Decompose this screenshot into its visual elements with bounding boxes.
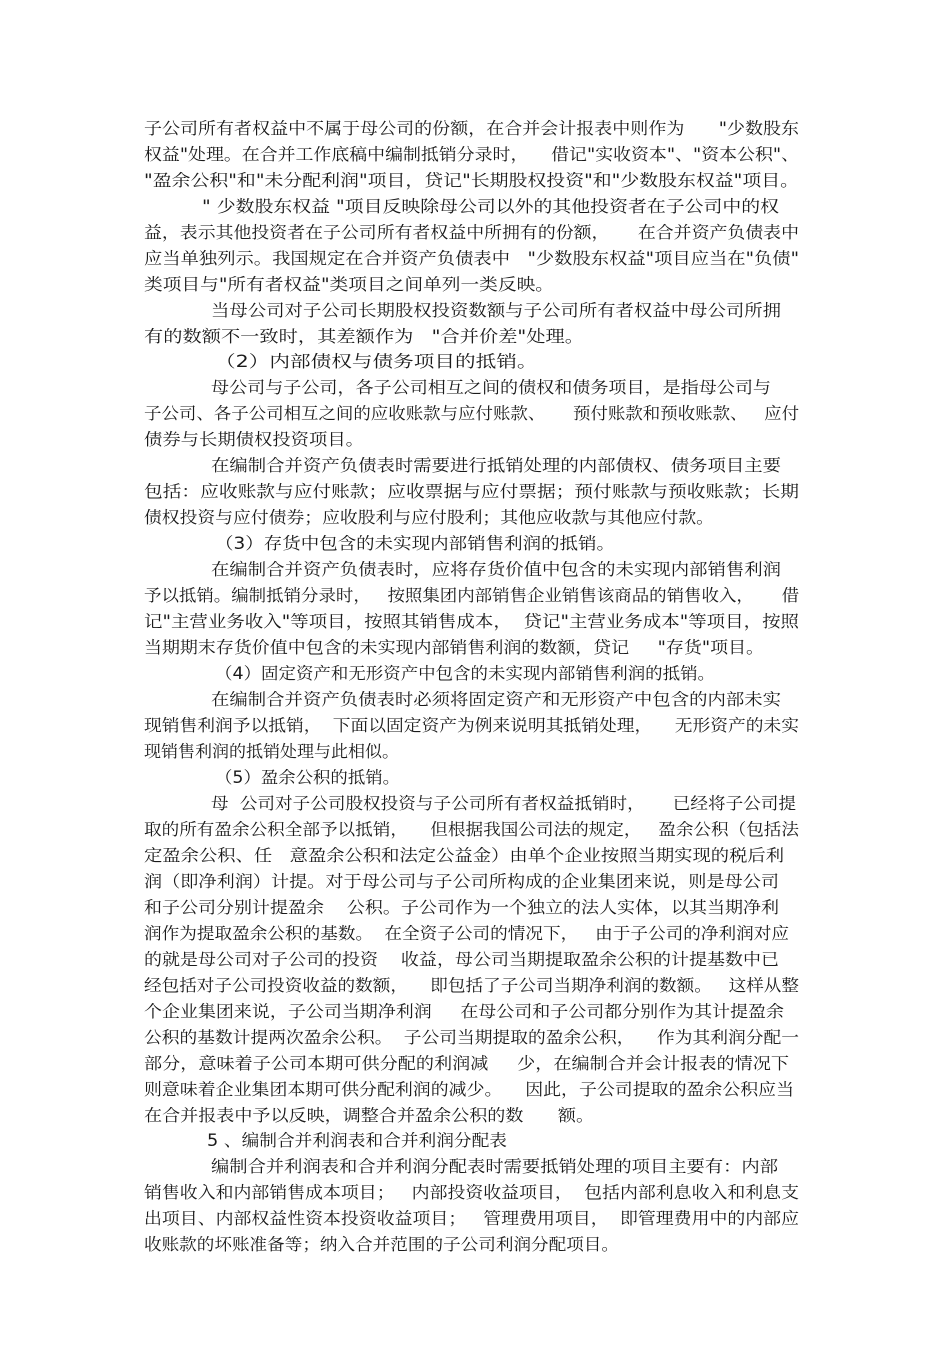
text-line: 经包括对子公司投资收益的数额， 即包括了子公司当期净利润的数额。 这样从整 [144, 976, 800, 995]
text-line: 应当单独列示。我国规定在合并资产负债表中 "少数股东权益"项目应当在"负债" [144, 249, 800, 268]
text-line: 权益"处理。在合并工作底稿中编制抵销分录时， 借记"实收资本"、"资本公积"、 [144, 145, 800, 164]
text-line: 记"主营业务收入"等项目，按照其销售成本， 贷记"主营业务成本"等项目，按照 [144, 612, 800, 631]
text-line: 在编制合并资产负债表时必须将固定资产和无形资产中包含的内部未实 [211, 690, 782, 709]
text-line: 的就是母公司对子公司的投资 收益，母公司当期提取盈余公积的计提基数中已 [144, 950, 780, 969]
text-line: 编制合并利润表和合并利润分配表时需要抵销处理的项目主要有：内部 [211, 1157, 778, 1176]
text-line: 在合并报表中予以反映，调整合并盈余公积的数 额。 [144, 1106, 595, 1125]
text-line: 母公司与子公司，各子公司相互之间的债权和债务项目，是指母公司与 [211, 378, 771, 397]
text-line: "盈余公积"和"未分配利润"项目，贷记"长期股权投资"和"少数股东权益"项目。 [144, 171, 800, 190]
text-line: 当母公司对子公司长期股权投资数额与子公司所有者权益中母公司所拥 [211, 301, 782, 320]
text-line: 债权投资与应付债券；应收股利与应付股利；其他应收款与其他应付款。 [144, 508, 714, 527]
text-line: 收账款的坏账准备等；纳入合并范围的子公司利润分配项目。 [144, 1235, 619, 1254]
text-line: 益，表示其他投资者在子公司所有者权益中所拥有的份额， 在合并资产负债表中 [144, 223, 799, 242]
text-line: 定盈余公积、任 意盈余公积和法定公益金）由单个企业按照当期实现的税后利 [144, 846, 785, 865]
text-line: 润作为提取盈余公积的基数。 在全资子公司的情况下， 由于子公司的净利润对应 [144, 924, 790, 943]
text-line: 在编制合并资产负债表时，应将存货价值中包含的未实现内部销售利润 [211, 560, 782, 579]
text-line: 母 公司对子公司股权投资与子公司所有者权益抵销时， 已经将子公司提 [211, 794, 797, 813]
text-line: 包括：应收账款与应付账款；应收票据与应付票据；预付账款与预收账款；长期 [144, 482, 800, 501]
text-line: 当期期末存货价值中包含的未实现内部销售利润的数额，贷记 "存货"项目。 [144, 638, 765, 657]
text-line: 部分，意味着子公司本期可供分配的利润减 少，在编制合并会计报表的情况下 [144, 1054, 790, 1073]
text-line: 出项目、内部权益性资本投资收益项目； 管理费用项目， 即管理费用中的内部应 [144, 1209, 799, 1228]
text-line: 销售收入和内部销售成本项目； 内部投资收益项目， 包括内部利息收入和利息支 [144, 1183, 799, 1202]
text-line: 现销售利润的抵销处理与此相似。 [144, 742, 399, 761]
text-line: 和子公司分别计提盈余 公积。子公司作为一个独立的法人实体，以其当期净利 [144, 898, 780, 917]
text-line: 公积的基数计提两次盈余公积。 子公司当期提取的盈余公积， 作为其利润分配一 [144, 1028, 800, 1047]
text-line: " 少数股东权益 "项目反映除母公司以外的其他投资者在子公司中的权 [202, 197, 780, 216]
text-line: （4）固定资产和无形资产中包含的未实现内部销售利润的抵销。 [215, 664, 715, 683]
text-line: （3）存货中包含的未实现内部销售利润的抵销。 [215, 534, 616, 553]
text-line: （5）盈余公积的抵销。 [215, 768, 400, 787]
text-line: 在编制合并资产负债表时需要进行抵销处理的内部债权、债务项目主要 [211, 456, 782, 475]
text-line: 5 、编制合并利润表和合并利润分配表 [207, 1131, 508, 1150]
text-line: 债券与长期债权投资项目。 [144, 430, 364, 449]
text-line: 则意味着企业集团本期可供分配利润的减少。 因此，子公司提取的盈余公积应当 [144, 1080, 795, 1099]
text-line: 个企业集团来说，子公司当期净利润 在母公司和子公司都分别作为其计提盈余 [144, 1002, 785, 1021]
text-line: 有的数额不一致时，其差额作为 "合并价差"处理。 [144, 327, 584, 346]
text-line: 润（即净利润）计提。对于母公司与子公司所构成的企业集团来说，则是母公司 [144, 872, 780, 891]
text-line: 现销售利润予以抵销， 下面以固定资产为例来说明其抵销处理， 无形资产的未实 [144, 716, 800, 735]
text-line: （2）内部债权与债务项目的抵销。 [215, 352, 538, 371]
text-line: 子公司、各子公司相互之间的应收账款与应付账款、 预付账款和预收账款、 应付 [144, 404, 800, 423]
text-line: 子公司所有者权益中不属于母公司的份额，在合并会计报表中则作为 "少数股东 [144, 119, 800, 138]
text-line: 予以抵销。编制抵销分录时， 按照集团内部销售企业销售该商品的销售收入， 借 [144, 586, 800, 605]
text-line: 取的所有盈余公积全部予以抵销， 但根据我国公司法的规定， 盈余公积（包括法 [144, 820, 800, 839]
text-line: 类项目与"所有者权益"类项目之间单列一类反映。 [144, 275, 555, 294]
